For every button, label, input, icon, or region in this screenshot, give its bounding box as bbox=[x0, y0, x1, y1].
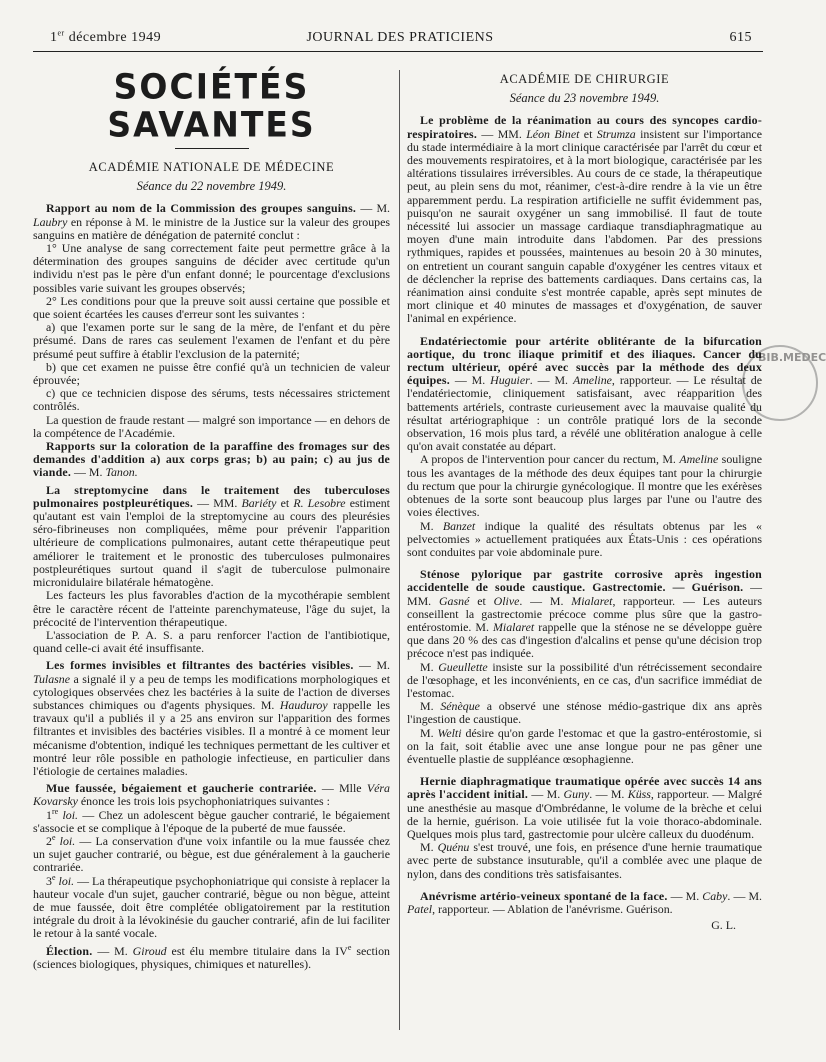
page-number: 615 bbox=[729, 30, 752, 45]
article-reanimation: Le problème de la réanimation au cours des syncopes cardio-respiratoires. — MM. Léon Binet et Strumza insistent sur l'importance du stade intermédiaire à la mort clinique caractérisée par l'arrêt du cœur et des mouvements respiratoires, et à la mort biologique, caractérisée par les altérations tissulaires irréversibles. Au cours de ce stade, la thérapeutique peut, au plein sens du mot, réanimer, c'est-à-dire rendre à la vie un être apparemment perdu. La respiration artificielle ne suffit évidemment pas, puisqu'on ne saurait oxygéner un sang immobilisé. Il faut de toute nécessité lui associer un massage cardiaque transdiaphragmatique au moyen d'une main introduite dans l'abdomen. Par des pressions rythmiques, rapides et poussées, maintenues au besoin 20 à 30 minutes, on entretient un courant sanguin capable d'oxygéner les centres vitaux et de déclencher la reprise des battements cardiaques. Dans certains cas, la réanimation ainsi conduite s'est montrée capable, après sept minutes de mort clinique et 40 minutes de massages et d'oxygénation, de sauver l'animal en expérience. bbox=[407, 113, 762, 326]
paragraph: Les facteurs les plus favorables d'action de la mycothérapie semblent être le caractère récent de l'atteinte parenchymateuse, l'âge du sujet, la précocité de l'intervention thérapeutique. bbox=[33, 588, 390, 629]
academy-heading: ACADÉMIE NATIONALE DE MÉDECINE bbox=[88, 160, 335, 174]
paragraph: a) que l'examen porte sur le sang de la mère, de l'enfant et du père présumé. Dans de rares cas seulement l'examen de l'enfant et du père présumé peut suffire à établir l'exclusion de la paternité; bbox=[33, 320, 390, 361]
article-blood-groups: Rapport au nom de la Commission des groupes sanguins. — M. Laubry en réponse à M. le ministre de la Justice sur la valeur des groupes sanguins en matière de dénégation de paternité conclut : bbox=[33, 201, 390, 242]
article-streptomycine: La streptomycine dans le traitement des tuberculoses pulmonaires postpleurétiques. — MM. Bariéty et R. Lesobre estiment qu'autant est vain l'emploi de la streptomycine au cours des pleurésies séro-fibrineuses non compliquées, même pour prévenir l'apparition ultérieure de complications pulmonaires, autant cette thérapeutique peut améliorer le traitement et le pronostic des tuberculoses pulmonaires postpleurétiques surtout quand il s'agit de tuberculose pulmonaire micronidulaire bilatérale hématogène. bbox=[33, 482, 390, 590]
article-election: Élection. — M. Giroud est élu membre titulaire dans la IVe section (sciences biologiques, physiques, chimiques et naturelles). bbox=[33, 942, 391, 971]
law-item: 1re loi. — Chez un adolescent bègue gaucher contrarié, le bégaiement s'associe et se complique à l'époque de la puberté de mue faussée. bbox=[33, 806, 390, 835]
article-hernie: Hernie diaphragmatique traumatique opérée avec succès 14 ans après l'accident initial. — M. Guny. — M. Küss, rapporteur. — Malgré une anesthésie au masque d'Ombrédanne, le volume de la brèche et celui de la hernie, guérison. La voie utilisée fut la voie thoraco-abdominale. Quelques mois plus tard, gastrectomie pour ulcère calleux du duodénum. bbox=[407, 774, 762, 841]
paragraph: 1° Une analyse de sang correctement faite peut permettre grâce à la détermination des groupes sanguins de décider avec certitude qu'un individu n'est pas le père d'un enfant donné; le pourcentage d'exclusions possibles varie suivant les groupes observés; bbox=[33, 241, 390, 295]
paragraph: 2° Les conditions pour que la preuve soit aussi certaine que possible et que soient écartées les causes d'erreur sont les suivantes : bbox=[33, 293, 390, 322]
issue-date: 1er décembre 1949 bbox=[50, 28, 162, 45]
paragraph: La question de fraude restant — malgré son importance — en dehors de la compétence de l'Académie. bbox=[33, 412, 390, 440]
article-paraffin: Rapports sur la coloration de la paraffine des fromages sur des demandes d'addition a) aux corps gras; b) au pain; c) au jus de viande. — M. Tanon. bbox=[33, 439, 390, 480]
journal-title: JOURNAL DES PRATICIENS bbox=[306, 30, 494, 45]
author-signature: G. L. bbox=[711, 918, 736, 933]
paragraph: b) que cet examen ne puisse être confié qu'à un technicien de valeur éprouvée; bbox=[33, 359, 390, 388]
paragraph: M. Banzet indique la qualité des résultats obtenus par les « pelvectomies » actuellement pratiquées aux États-Unis : ces opérations sont conduites par voie abdominale pure. bbox=[407, 518, 762, 559]
article-endarteriectomie: Endatériectomie pour artérite oblitérante de la bifurcation aortique, du tronc iliaque primitif et des iliaques. Cancer du rectum ultérieur, opéré avec succès par la méthode des deux équipes. — M. Huguier. — M. Ameline, rapporteur. — Le résultat de l'endatériectomie, cliniquement satisfaisant, avec réapparition des battements artériels, contraste curieusement avec la mauvaise qualité du résultat artériographique : un contrôle pratiqué lors de la seconde observation, 16 mois plus tard, a révélé une oblitération analogue à celle qu'on avait constatée au départ. bbox=[407, 333, 763, 454]
law-item: 2e loi. — La conservation d'une voix infantile ou la mue faussée chez un sujet gaucher contrarié, ou bègue, est due généralement à la gaucherie contrariée. bbox=[33, 832, 390, 875]
column-rule bbox=[399, 70, 400, 1030]
left-column bbox=[33, 68, 390, 971]
section-banner: SOCIÉTÉS SAVANTES bbox=[107, 66, 316, 145]
paragraph: M. Quénu s'est trouvé, une fois, en présence d'une hernie traumatique avec perte de substance insuturable, qu'il a comblée avec une plaque de nylon, dans des conditions très satisfaisantes. bbox=[407, 840, 762, 881]
article-bacteria: Les formes invisibles et filtrantes des bactéries visibles. — M. Tulasne a signalé il y a peu de temps les modifications morphologiques et cytologiques observées chez les bactéries à la suite de l'action de diverses substances chimiques ou d'agents physiques. M. Hauduroy rappelle les travaux qu'il a publiés il y a 25 ans environ sur l'apparition des formes filtrantes et invisibles des bactéries visibles. Il a montré à ce moment leur mécanisme d'obtention, indiqué les techniques permettant de les cultiver et montré leur rôle possible en pathologie infectieuse, en particulier dans l'étiologie de certaines maladies. bbox=[33, 658, 390, 778]
article-stenose: Sténose pylorique par gastrite corrosive après ingestion accidentelle de soude caustique. Gastrectomie. — Guérison. — MM. Gasné et Olive. — M. Mialaret, rapporteur. — Les auteurs conseillent la gastrectomie précoce comme plus sûre que la gastro-entérostomie. M. Mialaret rappelle que la sténose ne se développe guère que dans 20 % des cas d'ingestion d'alcalins et pense qu'une décision trop précoce n'est pas indiquée. bbox=[407, 567, 763, 661]
paragraph: M. Welti désire qu'on garde l'estomac et que la gastro-entérostomie, si on la fait, soit établie avec une anse longue pour ne pas gêner une éventuelle plastie de suppléance œsophagienne. bbox=[407, 725, 762, 766]
right-column bbox=[407, 68, 762, 932]
running-header bbox=[40, 30, 760, 52]
stamp-text: BIB.MEDEC bbox=[758, 351, 826, 364]
law-item: 3e loi. — La thérapeutique psychophoniatrique qui consiste à replacer la hauteur vocale d'un sujet, gaucher contrarié, bègue ou non bègue, atteint de mue faussée, doit être complétée obligatoirement par la restitution intégrale du droit à la lévokinésie du gaucher contrarié, afin de lui faciliter le retour à la santé vocale. bbox=[33, 872, 391, 941]
paragraph: L'association de P. A. S. a paru renforcer l'action de l'antibiotique, quand celle-ci avait été insuffisante. bbox=[33, 627, 390, 656]
article-mue-faussee: Mue faussée, bégaiement et gaucherie contrariée. — Mlle Véra Kovarsky énonce les trois lois psychophoniatriques suivantes : bbox=[33, 781, 390, 809]
paragraph: M. Sénèque a observé une sténose médio-gastrique dix ans après l'ingestion de caustique. bbox=[407, 699, 762, 727]
article-anevrisme: Anévrisme artério-veineux spontané de la face. — M. Caby. — M. Patel, rapporteur. — Ablation de l'anévrisme. Guérison. bbox=[407, 888, 763, 916]
paragraph: c) que ce technicien dispose des sérums, tests nécessaires strictement contrôlés. bbox=[33, 386, 390, 414]
session-date: Séance du 22 novembre 1949. bbox=[136, 179, 287, 194]
banner-rule bbox=[175, 148, 249, 149]
academy-heading: ACADÉMIE DE CHIRURGIE bbox=[499, 72, 670, 86]
paragraph: A propos de l'intervention pour cancer du rectum, M. Ameline souligne tous les avantages de la méthode des deux équipes tant pour la chirurgie du rectum que pour la chirurgie gynécologique. Il montre que les exérèses obtenues de la sorte sont beaucoup plus larges par l'une ou l'autre des voies électives. bbox=[407, 452, 762, 520]
session-date: Séance du 23 novembre 1949. bbox=[509, 91, 660, 106]
paragraph: M. Gueullette insiste sur la possibilité d'un rétrécissement secondaire de l'œsophage, et les inconvénients, en ce cas, d'un sacrifice immédiat de l'estomac. bbox=[407, 659, 762, 700]
header-rule bbox=[33, 51, 763, 52]
